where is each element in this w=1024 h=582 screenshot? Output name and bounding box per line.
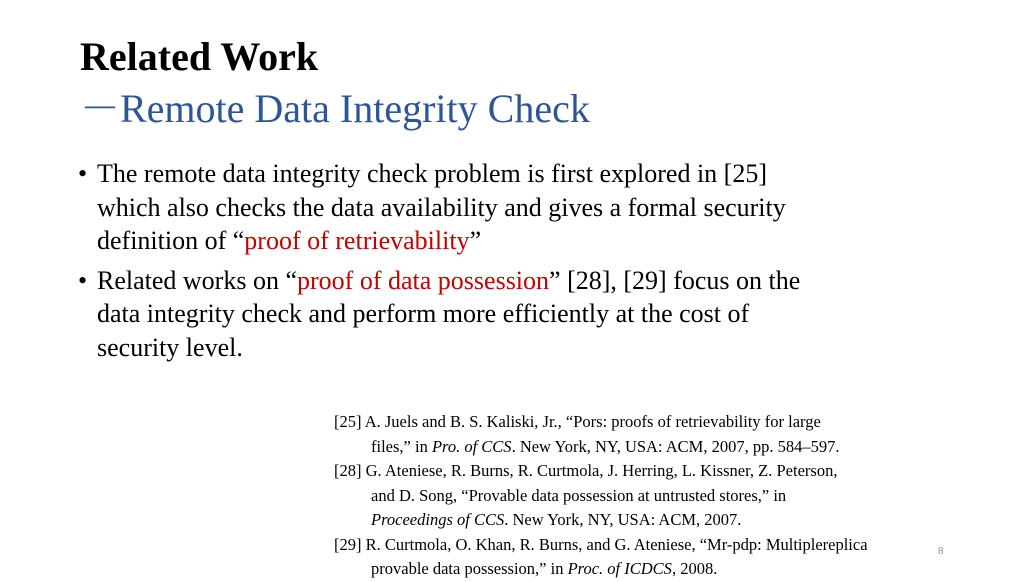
reference-text: [29] R. Curtmola, O. Khan, R. Burns, and G. Ateniese, “Mr-pdp: Multiplereplica (334, 534, 868, 554)
reference-text: files,” in (371, 436, 432, 456)
bullet-list (78, 157, 938, 370)
bullet-text: ” (469, 226, 482, 255)
reference-text: [25] A. Juels and B. S. Kaliski, Jr., “Pors: proofs of retrievability for large (334, 412, 821, 431)
reference-item (334, 459, 974, 533)
reference-text: . New York, NY, USA: ACM, 2007. (504, 510, 742, 529)
bullet-text: Related works on “ (97, 265, 298, 295)
highlight-term: proof of data possession (297, 265, 550, 295)
reference-venue: Pro. of CCS (431, 436, 512, 456)
bullet-text: security level. (97, 332, 243, 362)
bullet-text: definition of “ (97, 226, 245, 255)
highlight-term: proof of retrievability (244, 226, 470, 255)
reference-text: and D. Song, “Provable data possession at untrusted stores,” in (371, 485, 787, 505)
reference-text: [28] G. Ateniese, R. Burns, R. Curtmola, J. Herring, L. Kissner, Z. Peterson, (334, 461, 838, 480)
reference-venue: Proceedings of CCS (371, 510, 505, 529)
bullet-item (78, 157, 938, 258)
bullet-text: data integrity check and perform more efficiently at the cost of (97, 299, 750, 328)
bullet-text: ” [28], [29] focus on the (549, 265, 801, 295)
reference-item (334, 533, 974, 582)
references (334, 410, 974, 582)
bullet-text: The remote data integrity check problem is first explored in [25] (97, 159, 767, 188)
slide-subtitle: －Remote Data Integrity Check (80, 86, 590, 131)
reference-item (334, 410, 974, 459)
slide-title: Related Work (80, 34, 319, 79)
reference-text: , 2008. (671, 559, 718, 578)
reference-text: . New York, NY, USA: ACM, 2007, pp. 584–597. (511, 436, 840, 456)
page-number: 8 (938, 545, 944, 557)
reference-venue: Proc. of ICDCS (567, 559, 672, 578)
bullet-text: which also checks the data availability and gives a formal security (97, 192, 786, 222)
bullet-item (78, 264, 938, 365)
reference-text: provable data possession,” in (371, 559, 568, 578)
